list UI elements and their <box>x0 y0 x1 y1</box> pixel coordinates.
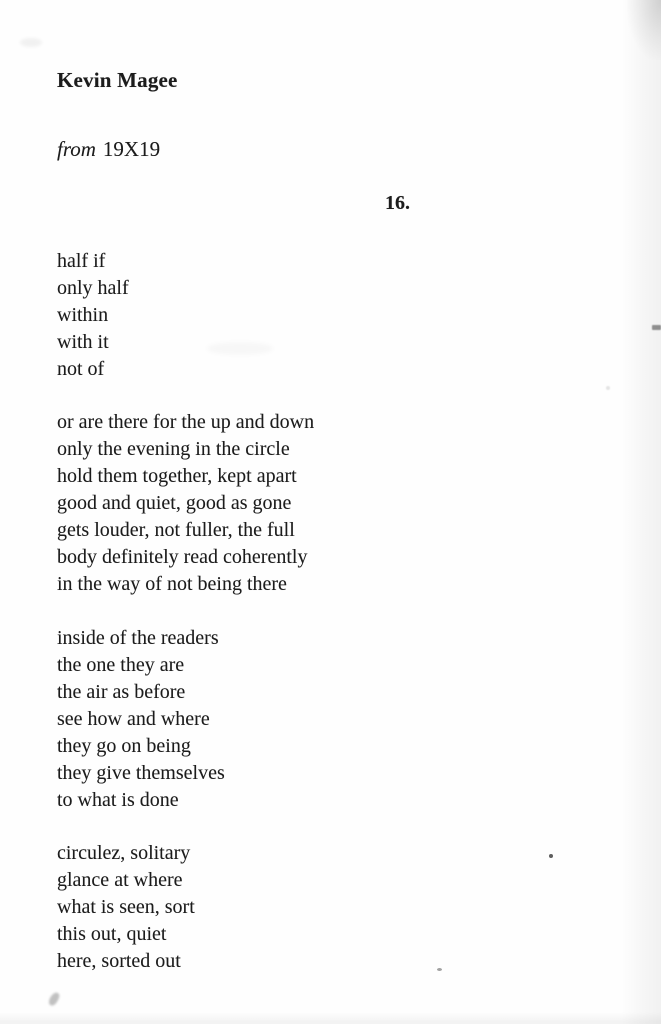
work-title <box>57 137 160 162</box>
poem-line: not of <box>57 358 105 380</box>
stanza <box>57 625 225 814</box>
scan-corner-shadow <box>627 0 661 60</box>
poem-line: to what is done <box>57 789 179 811</box>
poem-line: they go on being <box>57 735 191 757</box>
scan-speck <box>606 386 610 390</box>
work-title-from: from <box>57 137 96 161</box>
poem-line: hold them together, kept apart <box>57 465 297 487</box>
stanza <box>57 840 195 975</box>
poem-line: good and quiet, good as gone <box>57 492 292 514</box>
scan-mark <box>652 325 661 330</box>
scan-smudge <box>207 342 273 355</box>
poem-line: this out, quiet <box>57 923 167 945</box>
scan-smudge <box>20 38 42 47</box>
poem-line: inside of the readers <box>57 627 219 649</box>
poem-line: the air as before <box>57 681 186 703</box>
poem-line: what is seen, sort <box>57 896 195 918</box>
work-title-name: 19X19 <box>102 137 161 161</box>
stanza <box>57 409 314 598</box>
poem-line: gets louder, not fuller, the full <box>57 519 295 541</box>
scan-speck <box>437 968 442 971</box>
scan-edge-shadow-bottom <box>0 1012 661 1024</box>
scan-smudge <box>47 991 61 1007</box>
poem-line: only half <box>57 277 129 299</box>
scan-speck <box>549 854 553 858</box>
poem-section-number: 16. <box>385 192 410 214</box>
stanza <box>57 248 129 383</box>
poem-line: here, sorted out <box>57 950 181 972</box>
poem-line: the one they are <box>57 654 185 676</box>
poem-line: they give themselves <box>57 762 225 784</box>
poem-line: half if <box>57 250 106 272</box>
poem-line: or are there for the up and down <box>57 411 315 433</box>
poem-line: only the evening in the circle <box>57 438 290 460</box>
poem-line: see how and where <box>57 708 210 730</box>
author-name: Kevin Magee <box>57 68 178 92</box>
poem-line: glance at where <box>57 869 183 891</box>
poem-line: within <box>57 304 109 326</box>
poem-line: circulez, solitary <box>57 842 191 864</box>
poem-line: body definitely read coherently <box>57 546 308 568</box>
poem-line: in the way of not being there <box>57 573 287 595</box>
scan-edge-shadow-right <box>621 0 661 1024</box>
poem-line: with it <box>57 331 109 353</box>
